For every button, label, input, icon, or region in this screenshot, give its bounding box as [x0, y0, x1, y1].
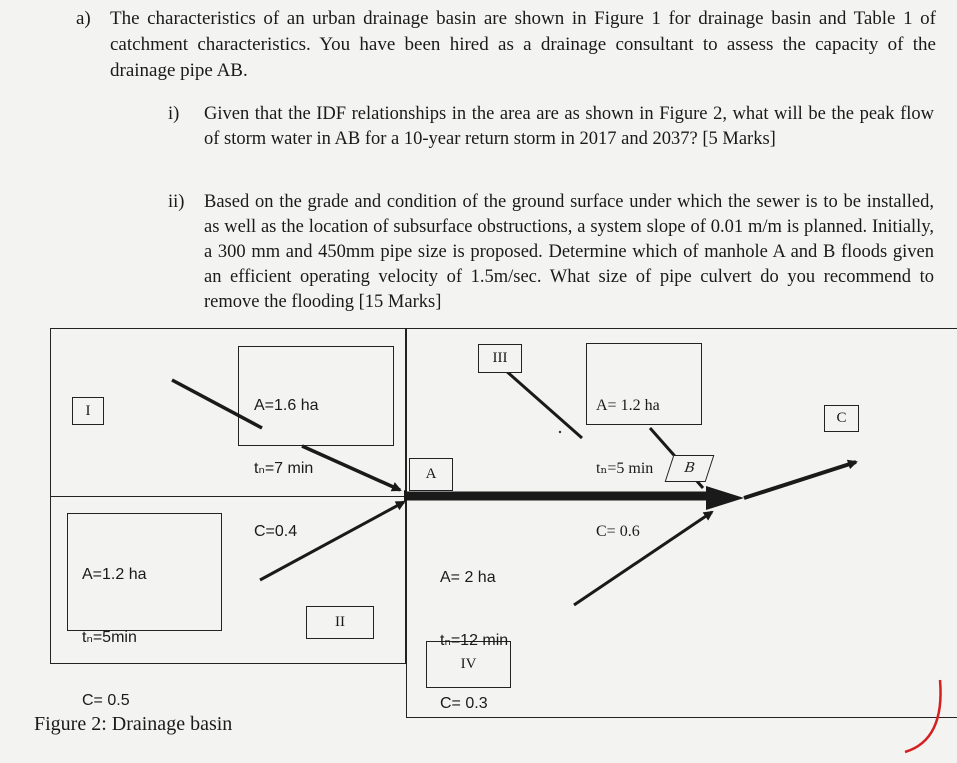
catchment-IV-tc: tₙ=12 min [440, 632, 509, 649]
inflow-III-line [505, 370, 582, 438]
catchment-III-tc: tₙ=5 min [596, 460, 654, 477]
part-label: ii) [168, 192, 185, 212]
catchment-IV-c: C= 0.3 [440, 695, 488, 712]
catchment-I-area: A=1.6 ha [254, 397, 319, 414]
question-text: The characteristics of an urban drainage basin are shown in Figure 1 for drainage basin and Table 1 of catchment characteristics. You have been hired as a drainage consultant to assess the capacity of the drainage pipe AB. [110, 8, 936, 81]
subbasin-III-label: III [478, 344, 522, 373]
catchment-II-tc: tₙ=5min [82, 629, 137, 646]
catchment-III-area: A= 1.2 ha [596, 397, 660, 414]
catchment-I-tc: tₙ=7 min [254, 460, 314, 477]
part-text: Given that the IDF relationships in the area are as shown in Figure 2, what will be the peak flow of storm water in AB for a 10-year return storm in 2017 and 2037? [5 Marks] [204, 104, 934, 149]
figure-caption: Figure 2: Drainage basin [34, 713, 233, 735]
node-A-label: A [409, 458, 453, 491]
part-text: Based on the grade and condition of the ground surface under which the sewer is to be installed, as well as the location of subsurface obstructions, a system slope of 0.01 m/m is planned. Initially, a 300 mm and 450mm pipe size is proposed. Determine which of manhole A and B floods given an efficient operating velocity of 1.5m/sec. What size of pipe culvert do you recommend to remove the flooding [15 Marks] [204, 192, 934, 312]
catchment-III-c: C= 0.6 [596, 523, 640, 540]
question-label: a) [76, 8, 91, 29]
node-C-label: C [824, 405, 859, 432]
inflow-I-line [172, 380, 262, 428]
catchment-I-c: C=0.4 [254, 523, 298, 540]
dot-mark [559, 431, 561, 433]
subbasin-II-label: II [306, 606, 374, 639]
catchment-II-area: A=1.2 ha [82, 566, 147, 583]
outflow-arrow-C [744, 462, 856, 498]
subbasin-I-label: I [72, 397, 104, 425]
catchment-III-text [596, 353, 660, 584]
catchment-II-c: C= 0.5 [82, 692, 130, 709]
subbasin-IV-label: IV [426, 641, 511, 688]
catchment-IV-area: A= 2 ha [440, 569, 496, 586]
node-B-label: B [665, 455, 715, 482]
catchment-I-text [254, 353, 319, 584]
red-margin-mark [905, 680, 941, 752]
part-label: i) [168, 104, 180, 124]
manhole-B-mark [706, 486, 744, 510]
catchment-IV-text [440, 525, 508, 756]
